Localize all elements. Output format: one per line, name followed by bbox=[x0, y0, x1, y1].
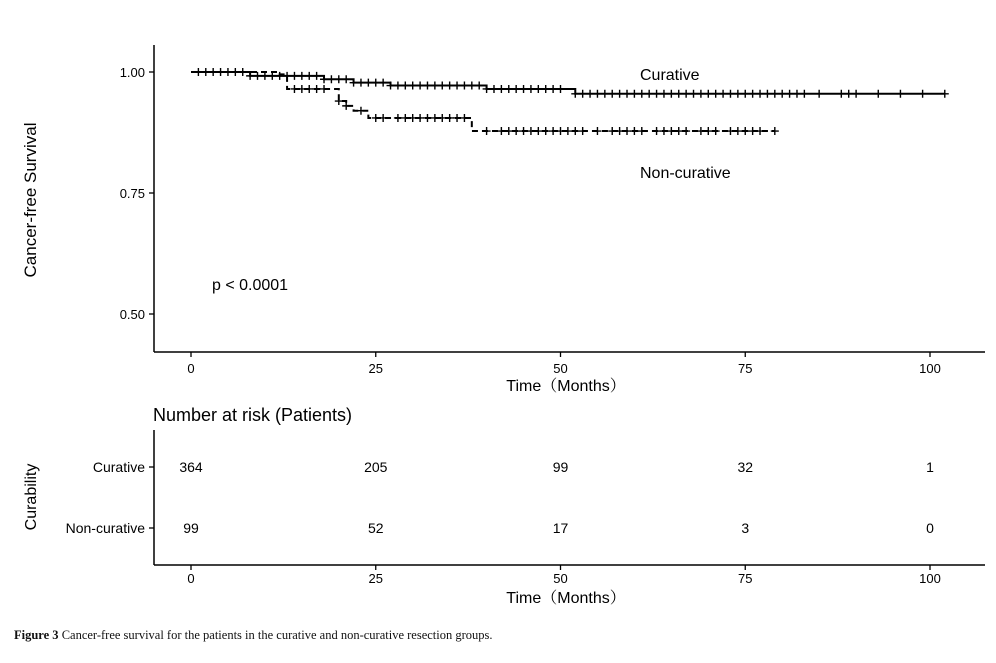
censor-mark-curative bbox=[468, 82, 476, 90]
censor-mark-curative bbox=[741, 90, 749, 98]
censor-mark-non-curative bbox=[704, 127, 712, 135]
risk-x-axis-label: Time（Months） bbox=[506, 590, 626, 607]
censor-mark-curative bbox=[771, 90, 779, 98]
censor-mark-non-curative bbox=[534, 127, 542, 135]
censor-mark-non-curative bbox=[712, 127, 720, 135]
censor-mark-curative bbox=[431, 82, 439, 90]
censor-mark-curative bbox=[941, 90, 949, 98]
censor-mark-curative bbox=[852, 90, 860, 98]
censor-mark-non-curative bbox=[460, 114, 468, 122]
censor-mark-non-curative bbox=[372, 114, 380, 122]
censor-mark-curative bbox=[460, 82, 468, 90]
censor-mark-curative bbox=[601, 90, 609, 98]
censor-mark-non-curative bbox=[497, 127, 505, 135]
censor-mark-curative bbox=[401, 82, 409, 90]
censor-mark-curative bbox=[276, 72, 284, 80]
censor-mark-curative bbox=[786, 90, 794, 98]
censor-mark-curative bbox=[712, 90, 720, 98]
risk-x-tick-label: 25 bbox=[368, 571, 383, 586]
caption-text: Cancer-free survival for the patients in the curative and non-curative resection groups. bbox=[61, 628, 493, 642]
censor-mark-curative bbox=[534, 85, 542, 93]
censor-mark-curative bbox=[409, 82, 417, 90]
km-y-tick-label: 1.00 bbox=[119, 65, 145, 80]
censor-mark-non-curative bbox=[630, 127, 638, 135]
censor-mark-non-curative bbox=[512, 127, 520, 135]
caption-label: Figure 3 bbox=[14, 628, 59, 642]
risk-row-label-non-curative: Non-curative bbox=[65, 520, 145, 536]
censor-mark-curative bbox=[645, 90, 653, 98]
censor-mark-curative bbox=[630, 90, 638, 98]
censor-mark-non-curative bbox=[438, 114, 446, 122]
censor-mark-non-curative bbox=[298, 85, 306, 93]
censor-mark-curative bbox=[520, 85, 528, 93]
risk-cell-non-curative: 17 bbox=[552, 520, 569, 536]
censor-mark-non-curative bbox=[416, 114, 424, 122]
censor-mark-curative bbox=[268, 72, 276, 80]
km-x-tick-label: 50 bbox=[553, 361, 568, 376]
km-x-tick-label: 0 bbox=[187, 361, 195, 376]
censor-mark-non-curative bbox=[579, 127, 587, 135]
censor-mark-curative bbox=[793, 90, 801, 98]
censor-mark-non-curative bbox=[520, 127, 528, 135]
risk-x-tick-label: 50 bbox=[553, 571, 568, 586]
censor-mark-non-curative bbox=[734, 127, 742, 135]
censor-mark-curative bbox=[667, 90, 675, 98]
censor-mark-curative bbox=[690, 90, 698, 98]
censor-mark-curative bbox=[623, 90, 631, 98]
risk-cell-non-curative: 3 bbox=[741, 520, 750, 536]
censor-mark-non-curative bbox=[305, 85, 313, 93]
censor-mark-non-curative bbox=[453, 114, 461, 122]
censor-mark-curative bbox=[734, 90, 742, 98]
censor-mark-non-curative bbox=[593, 127, 601, 135]
km-y-axis-label: Cancer-free Survival bbox=[21, 122, 40, 278]
km-x-tick-label: 25 bbox=[368, 361, 383, 376]
risk-x-tick-label: 100 bbox=[919, 571, 941, 586]
censor-mark-curative bbox=[423, 82, 431, 90]
censor-mark-non-curative bbox=[379, 114, 387, 122]
censor-mark-curative bbox=[416, 82, 424, 90]
censor-mark-curative bbox=[815, 90, 823, 98]
censor-mark-non-curative bbox=[357, 107, 365, 115]
censor-mark-non-curative bbox=[557, 127, 565, 135]
km-x-tick-label: 100 bbox=[919, 361, 941, 376]
censor-mark-curative bbox=[919, 90, 927, 98]
censor-mark-non-curative bbox=[423, 114, 431, 122]
censor-mark-non-curative bbox=[564, 127, 572, 135]
risk-cell-non-curative: 0 bbox=[926, 520, 934, 536]
censor-mark-non-curative bbox=[749, 127, 757, 135]
censor-mark-curative bbox=[896, 90, 904, 98]
censor-mark-curative bbox=[571, 90, 579, 98]
censor-mark-non-curative bbox=[667, 127, 675, 135]
censor-mark-non-curative bbox=[771, 127, 779, 135]
risk-y-axis-label: Curability bbox=[23, 463, 40, 531]
censor-mark-non-curative bbox=[320, 85, 328, 93]
censor-mark-non-curative bbox=[571, 127, 579, 135]
risk-cell-non-curative: 52 bbox=[367, 520, 384, 536]
censor-mark-curative bbox=[557, 85, 565, 93]
p-value-annotation: p < 0.0001 bbox=[212, 277, 289, 294]
censor-mark-curative bbox=[305, 72, 313, 80]
risk-cell-curative: 1 bbox=[926, 459, 934, 475]
risk-cell-non-curative: 99 bbox=[183, 520, 199, 536]
km-y-tick-label: 0.50 bbox=[119, 307, 145, 322]
censor-mark-non-curative bbox=[505, 127, 513, 135]
censor-mark-non-curative bbox=[726, 127, 734, 135]
risk-cell-curative: 205 bbox=[364, 459, 388, 475]
risk-row-label-curative: Curative bbox=[92, 459, 145, 475]
risk-cell-curative: 99 bbox=[552, 459, 569, 475]
censor-mark-curative bbox=[298, 72, 306, 80]
censor-mark-non-curative bbox=[741, 127, 749, 135]
censor-mark-curative bbox=[593, 90, 601, 98]
censor-mark-non-curative bbox=[756, 127, 764, 135]
censor-mark-curative bbox=[749, 90, 757, 98]
censor-mark-curative bbox=[579, 90, 587, 98]
censor-mark-non-curative bbox=[446, 114, 454, 122]
censor-mark-non-curative bbox=[638, 127, 646, 135]
censor-mark-non-curative bbox=[660, 127, 668, 135]
censor-mark-curative bbox=[675, 90, 683, 98]
censor-mark-curative bbox=[697, 90, 705, 98]
censor-mark-curative bbox=[446, 82, 454, 90]
censor-mark-curative bbox=[653, 90, 661, 98]
censor-mark-curative bbox=[394, 82, 402, 90]
censor-mark-non-curative bbox=[527, 127, 535, 135]
censor-mark-curative bbox=[527, 85, 535, 93]
censor-mark-curative bbox=[874, 90, 882, 98]
censor-mark-curative bbox=[379, 79, 387, 87]
censor-mark-curative bbox=[512, 85, 520, 93]
risk-table bbox=[23, 405, 985, 607]
censor-mark-non-curative bbox=[335, 97, 343, 105]
censor-mark-non-curative bbox=[608, 127, 616, 135]
censor-mark-curative bbox=[497, 85, 505, 93]
censor-mark-curative bbox=[763, 90, 771, 98]
censor-mark-curative bbox=[327, 75, 335, 83]
km-x-axis-label: Time（Months） bbox=[506, 378, 626, 395]
censor-mark-curative bbox=[638, 90, 646, 98]
risk-cell-curative: 364 bbox=[179, 459, 203, 475]
censor-mark-curative bbox=[660, 90, 668, 98]
censor-mark-curative bbox=[254, 72, 262, 80]
censor-mark-curative bbox=[845, 90, 853, 98]
censor-mark-curative bbox=[335, 75, 343, 83]
censor-mark-curative bbox=[290, 72, 298, 80]
risk-table-title: Number at risk (Patients) bbox=[153, 405, 353, 425]
censor-mark-non-curative bbox=[401, 114, 409, 122]
series-label-non-curative: Non-curative bbox=[640, 165, 731, 182]
censor-mark-curative bbox=[357, 79, 365, 87]
censor-mark-non-curative bbox=[409, 114, 417, 122]
censor-mark-curative bbox=[542, 85, 550, 93]
censor-mark-curative bbox=[608, 90, 616, 98]
censor-mark-curative bbox=[549, 85, 557, 93]
censor-mark-curative bbox=[778, 90, 786, 98]
censor-mark-curative bbox=[837, 90, 845, 98]
censor-mark-curative bbox=[453, 82, 461, 90]
risk-x-tick-label: 75 bbox=[738, 571, 753, 586]
censor-mark-curative bbox=[756, 90, 764, 98]
km-y-tick-label: 0.75 bbox=[119, 186, 145, 201]
censor-mark-non-curative bbox=[483, 127, 491, 135]
risk-cell-curative: 32 bbox=[737, 459, 754, 475]
censor-mark-curative bbox=[800, 90, 808, 98]
censor-mark-non-curative bbox=[394, 114, 402, 122]
km-plot bbox=[21, 45, 985, 395]
censor-mark-non-curative bbox=[653, 127, 661, 135]
risk-x-tick-label: 0 bbox=[187, 571, 195, 586]
censor-mark-curative bbox=[261, 72, 269, 80]
censor-mark-curative bbox=[246, 72, 254, 80]
censor-mark-non-curative bbox=[697, 127, 705, 135]
censor-mark-curative bbox=[682, 90, 690, 98]
censor-mark-curative bbox=[438, 82, 446, 90]
censor-mark-non-curative bbox=[342, 102, 350, 110]
censor-mark-non-curative bbox=[313, 85, 321, 93]
censor-mark-curative bbox=[719, 90, 727, 98]
censor-mark-non-curative bbox=[431, 114, 439, 122]
censor-mark-non-curative bbox=[549, 127, 557, 135]
censor-mark-non-curative bbox=[675, 127, 683, 135]
censor-mark-curative bbox=[372, 79, 380, 87]
censor-mark-non-curative bbox=[616, 127, 624, 135]
censor-mark-curative bbox=[586, 90, 594, 98]
km-x-tick-label: 75 bbox=[738, 361, 753, 376]
censor-mark-non-curative bbox=[623, 127, 631, 135]
censor-mark-non-curative bbox=[542, 127, 550, 135]
censor-mark-non-curative bbox=[682, 127, 690, 135]
censor-mark-curative bbox=[505, 85, 513, 93]
censor-mark-curative bbox=[490, 85, 498, 93]
censor-mark-curative bbox=[364, 79, 372, 87]
censor-mark-non-curative bbox=[290, 85, 298, 93]
censor-mark-curative bbox=[704, 90, 712, 98]
censor-mark-curative bbox=[475, 82, 483, 90]
censor-mark-curative bbox=[313, 72, 321, 80]
censor-mark-curative bbox=[616, 90, 624, 98]
series-label-curative: Curative bbox=[640, 67, 700, 84]
figure-caption bbox=[14, 628, 984, 643]
censor-mark-curative bbox=[342, 75, 350, 83]
censor-mark-curative bbox=[726, 90, 734, 98]
